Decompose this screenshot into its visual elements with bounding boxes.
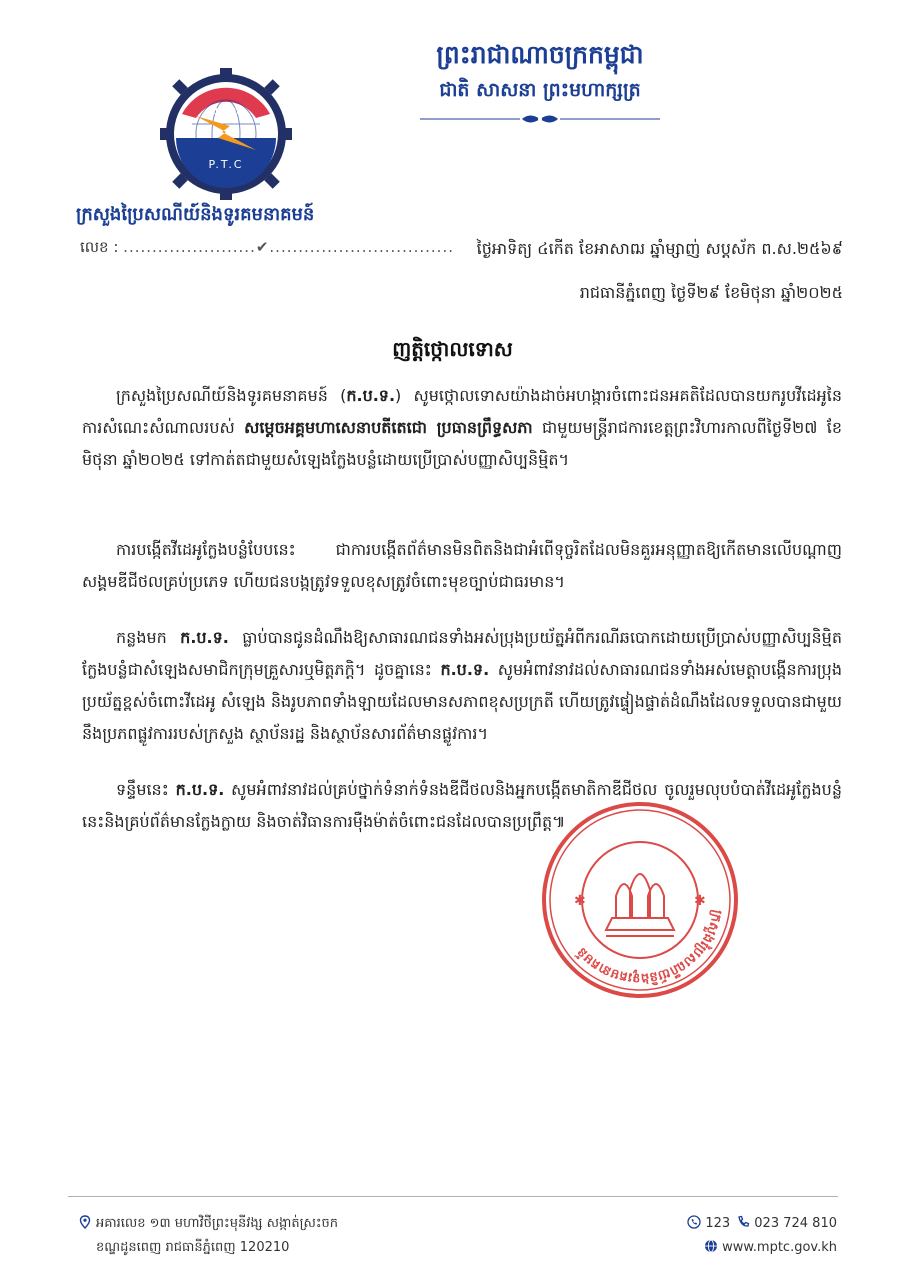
kingdom-heading: ព្រះរាជាណាចក្រកម្ពុជា [436,40,644,69]
svg-text:✱: ✱ [574,893,586,909]
p4-text-c: សូមអំពាវនាវដល់គ្រប់ថ្នាក់ទំនាក់ទំនងឌីជីថលនិងអ្នកបង្កើតមាតិកាឌីជីថល ចូលរួមលុបបំបាត់វីដេអូក្លែងបន្លំនេះនិងគ្រប់ព័ត៌មានក្លែងក្លាយ និងចាត់វិធានការម៉ឺងម៉ាត់ចំពោះជនដែលបានប្រព្រឹត្ត៕ [82,780,842,831]
p3-abbrev-2: ក.ប.ទ. [440,660,490,679]
p1-abbrev: ក.ប.ទ. [346,386,396,405]
paragraph-2 [82,534,842,598]
website-link[interactable]: www.mptc.gov.kh [722,1240,837,1255]
reference-number [80,238,454,260]
p1-text-a: ក្រសួងប្រៃសណីយ៍និងទូរគមនាគមន៍ ( [116,386,347,405]
logo-bottom-text: P.T.C [208,158,244,171]
lunar-date: ថ្ងៃអាទិត្យ ៤កើត ខែអាសាឍ ឆ្នាំម្សាញ់ សប្តស័ក ព.ស.២៥៦៩ [476,239,843,258]
phone-number[interactable]: 023 724 810 [754,1216,837,1231]
p1-text-e: ជាមួយមន្ត្រីរាជការខេត្តព្រះវិហារកាលពីថ្ងៃទី២៧ ខែមិថុនា ឆ្នាំ២០២៥ ទៅកាត់តជាមួយសំឡេងក្លែងបន្លំដោយប្រើប្រាស់បញ្ញាសិប្បនិម្មិត។ [82,418,842,469]
paragraph-1 [82,380,842,476]
official-seal [540,800,740,1000]
p2-text: ការបង្កើតវីដេអូក្លែងបន្លំបែបនេះ ជាការបង្កើតព័ត៌មានមិនពិតនិងជាអំពើទុច្ចរិតដែលមិនគួរអនុញ្ញាតឱ្យកើតមានលើបណ្តាញសង្គមឌីជីថលគ្រប់ប្រភេទ ហើយជនបង្កត្រូវទទួលខុសត្រូវចំពោះមុខច្បាប់ជាធរមាន។ [82,540,842,591]
reference-value: .......................✔................................ [123,238,454,256]
globe-icon [704,1239,718,1253]
footer-divider [68,1196,838,1197]
address-line-2: ខណ្ឌដូនពេញ រាជធានីភ្នំពេញ 120210 [96,1240,290,1255]
p3-text-c: ធ្លាប់បានជូនដំណឹងឱ្យសាធារណជនទាំងអស់ប្រុងប្រយ័ត្នអំពីករណីឆបោកដោយប្រើប្រាស់បញ្ញាសិប្បនិម្មិតក្លែងបន្លំជាសំឡេងសមាជិកក្រុមគ្រួសារឬមិត្តភក្តិ។ ដូចគ្នានេះ [82,628,842,679]
p3-abbrev-1: ក.ប.ទ. [180,628,229,647]
svg-text:✱: ✱ [694,893,706,909]
reference-label: លេខ : [80,238,119,256]
address-text-1: អគារលេខ ១៣ មហាវិថីព្រះមុនីវង្ស សង្កាត់ស្រះចក [96,1216,339,1231]
gregorian-date: រាជធានីភ្នំពេញ ថ្ងៃទី២៩ ខែមិថុនា ឆ្នាំ២០២៥ [579,283,843,302]
p1-text-c: ) សូមថ្កោលទោសយ៉ាងដាច់អហង្ការចំពោះជនអគតិដែលបានយករូបវីដេអូនៃការសំណេះសំណាលរបស់ [82,386,842,437]
seal-text: ក្រសួងប្រៃសណីយ៍និងទូរគមនាគមន៍ [574,908,725,986]
location-pin-icon [78,1215,92,1229]
ornament-divider [410,112,670,126]
phone-info [687,1215,837,1231]
phone-icon [687,1215,701,1229]
national-motto: ជាតិ សាសនា ព្រះមហាក្សត្រ [439,79,641,101]
p1-title-bold: សម្តេចអគ្គមហាសេនាបតីតេជោ ប្រធានព្រឹទ្ធសភា [244,418,533,437]
p3-text-a: កន្លងមក [116,628,181,647]
phone-icon [736,1215,750,1229]
address-line-1 [78,1215,338,1234]
p4-text-a: ទន្ទឹមនេះ [116,780,176,799]
logo-top-text: ប.ព.ក. [212,107,240,117]
hotline-number[interactable]: 123 [705,1216,731,1231]
ministry-name: ក្រសួងប្រៃសណីយ៍និងទូរគមនាគមន៍ [76,204,315,225]
document-title: ញត្តិថ្កោលទោស [392,337,513,361]
p3-text-e: សូមអំពាវនាវដល់សាធារណជនទាំងអស់មេត្តាបង្កើនការប្រុងប្រយ័ត្នខ្ពស់ចំពោះវីដេអូ សំឡេង និងរូបភាពទាំងឡាយដែលមានសភាពខុសប្រក្រតី ហើយត្រូវផ្ទៀងផ្ទាត់ដំណឹងដែលទទួលបានជាមួយនឹងប្រភពផ្លូវការរបស់ក្រសួង ស្ថាប័នរដ្ឋ និងស្ថាប័នសារព័ត៌មានផ្លូវការ។ [82,660,842,743]
paragraph-3 [82,622,842,750]
ministry-logo [160,68,292,200]
p4-abbrev: ក.ប.ទ. [175,780,225,799]
website-info [704,1239,837,1255]
